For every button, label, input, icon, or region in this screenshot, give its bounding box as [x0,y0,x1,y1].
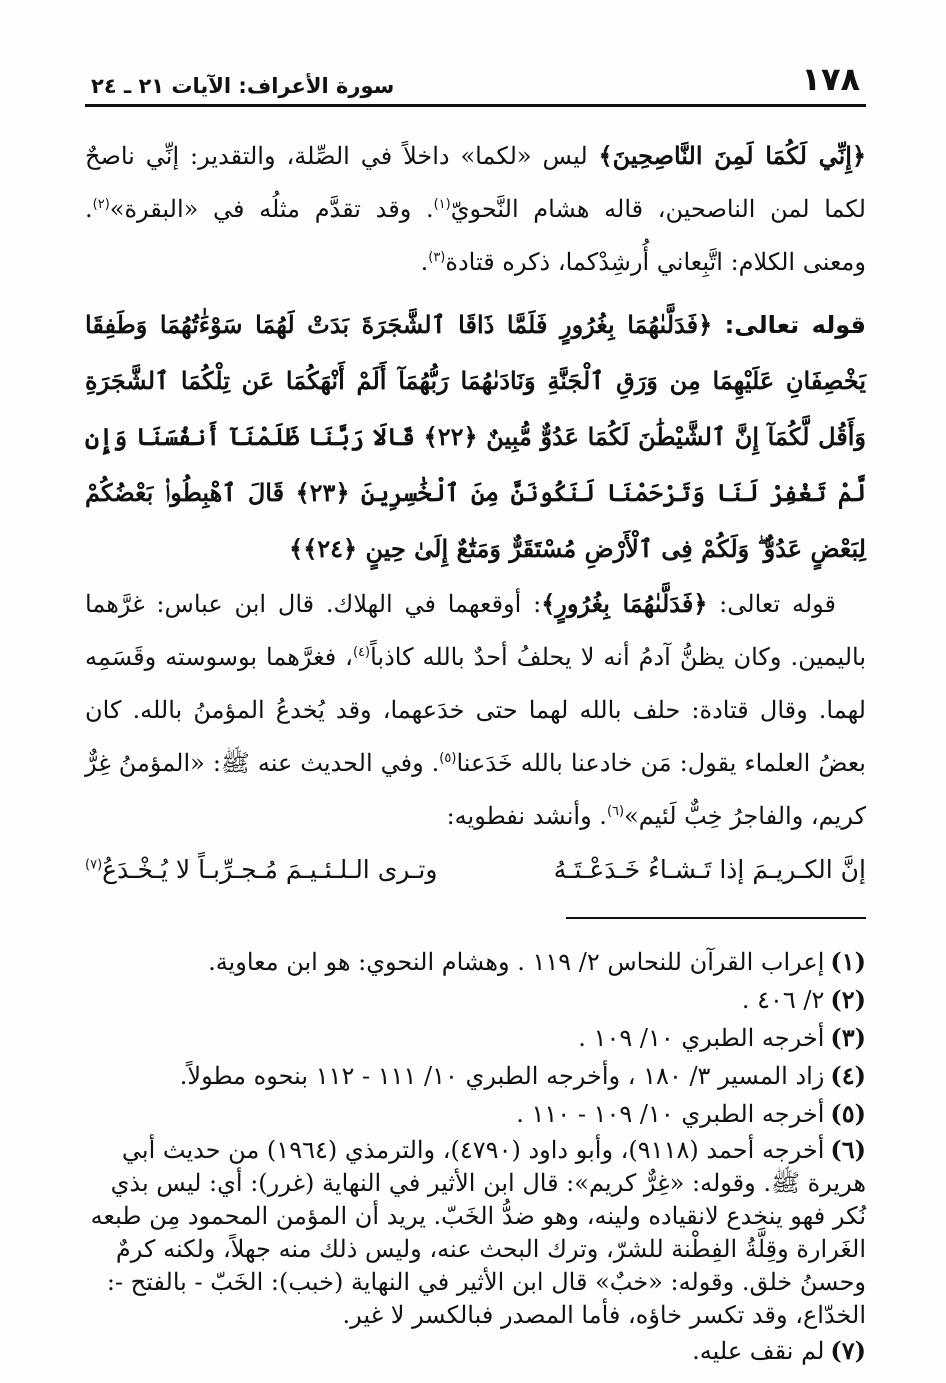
text: . وفي الحديث عنه ﷺ: «المؤمنُ غِرٌّ كريم، والفاجرُ خِبٌّ لَئيم» [85,749,866,830]
quran-verses: ﴿فَدَلَّىٰهُمَا بِغُرُورٍ فَلَمَّا ذَاقَا ٱلشَّجَرَةَ بَدَتْ لَهُمَا سَوْءَٰتُهُمَا وَطَفِقَا يَخْصِفَانِ عَلَيْهِمَا مِن وَرَقِ ٱلْجَنَّةِ وَنَادَىٰهُمَا رَبُّهُمَآ أَلَمْ أَنْهَكُمَا عَن تِلْكُمَا ٱلشَّجَرَةِ وَأَقُل لَّكُمَآ إِنَّ ٱلشَّيْطَٰنَ لَكُمَا عَدُوٌّ مُّبِينٌ ﴿٢٢﴾ قَالَا رَبَّنَا ظَلَمْنَآ أَنفُسَنَا وَإِن لَّمْ تَغْفِرْ لَنَا وَتَرْحَمْنَا لَنَكُونَنَّ مِنَ ٱلْخَٰسِرِينَ ﴿٢٣﴾ قَالَ ٱهْبِطُوا۟ بَعْضُكُمْ لِبَعْضٍ عَدُوٌّ ۖ وَلَكُمْ فِى ٱلْأَرْضِ مُسْتَقَرٌّ وَمَتَٰعٌ إِلَىٰ حِينٍ ﴿٢٤﴾﴾ [85,310,867,563]
footnote-ref[interactable]: (٣) [428,250,446,265]
text: . ومعنى الكلام: اتَّبِعاني أُرشِدْكما، ذكره قتادة [85,195,866,276]
footnote [85,1057,866,1095]
footnote-ref[interactable]: (٥) [439,751,457,766]
footnote-text: أخرجه الطبري ١٠/ ١٠٩ - ١١٠ . [516,1100,825,1128]
verse-lead: قوله تعالى: [712,311,867,339]
footnote-number: (٣) [830,1023,866,1052]
footnote [85,943,866,981]
quran-quote: ﴿إِنِّي لَكُمَا لَمِنَ النَّاصِحِينَ﴾ [598,141,867,170]
footnote-separator [566,917,866,919]
running-title: سورة الأعراف: الآيات ٢١ ـ ٢٤ [91,74,395,98]
page-number: ١٧٨ [801,60,860,98]
poem-verse [85,843,866,897]
main-text [85,129,866,897]
para-lead: قوله تعالى: [707,590,836,618]
footnote-text: لم نقف عليه. [692,1337,825,1365]
footnotes [85,943,866,1370]
text: . وقد تقدَّم مثلُه في «البقرة» [109,195,434,223]
footnote-ref[interactable]: (٤) [352,645,371,660]
footnote-number: (٤) [830,1061,866,1090]
footnote-number: (٢) [830,985,866,1014]
footnote [85,1332,866,1370]
poem-second-text: وتـرى الـلـئـيـمَ مُـجـرِّبـاً لا يُـخْـدَعُ [102,855,438,884]
poem-first-hemistich: إنَّ الكـريـمَ إذا تَـشـاءُ خَـدَعْـتَـهُ [553,855,866,884]
footnote-number: (١) [830,947,866,976]
footnote-text: إعراب القرآن للنحاس ٢/ ١١٩ . وهشام النحوي: هو ابن معاوية. [208,948,825,976]
text: ليس «لكما» داخلاً في الصِّلة، والتقدير: إنِّي ناصحٌ لكما لمن الناصحين، قاله هشام النَّحويّ [85,142,866,223]
text: . وأنشد نفطويه: [446,802,607,830]
footnote-text: أخرجه أحمد (٩١١٨)، وأبو داود (٤٧٩٠)، والترمذي (١٩٦٤) من حديث أبي هريرة ﷺ. وقوله: «غِرٌّ كريم»: قال ابن الأثير في النهاية (غرر): أي: ليس بذي نُكر فهو ينخدع لانقياده ولينه، وهو ضدُّ الخَبّ. يريد أن المؤمن المحمود مِن طبعه الغَرارة وقِلَّةُ الفِطْنة للشرّ، وترك البحث عنه، وليس ذلك منه جهلاً، ولكنه كرمٌ وحسنُ خلق. وقوله: «خبٌ» قال ابن الأثير في النهاية (خبب): الخَبّ - بالفتح -: الخدّاع، وقد تكسر خاؤه، فأما المصدر فبالكسر لا غير. [90,1136,866,1329]
text: . [420,248,429,276]
footnote-text: ٢/ ٤٠٦ . [741,986,825,1014]
text: : أوقعهما في الهلاك. قال ابن عباس: غرَّهما باليمين. وكان يظنُّ آدمُ أنه لا يحلفُ أحدٌ بالله كاذباً [85,590,867,671]
footnote-number: (٥) [830,1099,866,1128]
footnote [85,1019,866,1057]
footnote-text: أخرجه الطبري ١٠/ ١٠٩ . [578,1024,825,1052]
verse-block [85,297,866,577]
footnote-text: زاد المسير ٣/ ١٨٠ ، وأخرجه الطبري ١٠/ ١١١ - ١١٢ بنحوه مطولاً. [179,1062,825,1090]
poem-second-hemistich [85,843,437,897]
text: ، فغرَّهما بوسوسته وقَسَمِه لهما. وقال قتادة: حلف بالله لهما حتى خدَعهما، وقد يُخدعُ المؤمنُ بالله. كان بعضُ العلماء يقول: مَن خادعنا بالله خَدَعنا [85,643,866,777]
footnote-ref[interactable]: (٢) [92,197,110,212]
footnote [85,1133,866,1332]
footnote-ref[interactable]: (٧) [85,857,103,873]
footnote-ref[interactable]: (١) [433,197,451,212]
page-header [85,60,866,107]
footnote-number: (٦) [830,1135,866,1164]
footnote [85,981,866,1019]
footnote-ref[interactable]: (٦) [606,804,625,819]
paragraph-2 [85,577,866,843]
footnote [85,1095,866,1133]
paragraph-1 [85,129,866,289]
quran-quote: ﴿فَدَلَّىٰهُمَا بِغُرُورٍ﴾ [541,589,708,618]
footnote-number: (٧) [830,1336,866,1365]
